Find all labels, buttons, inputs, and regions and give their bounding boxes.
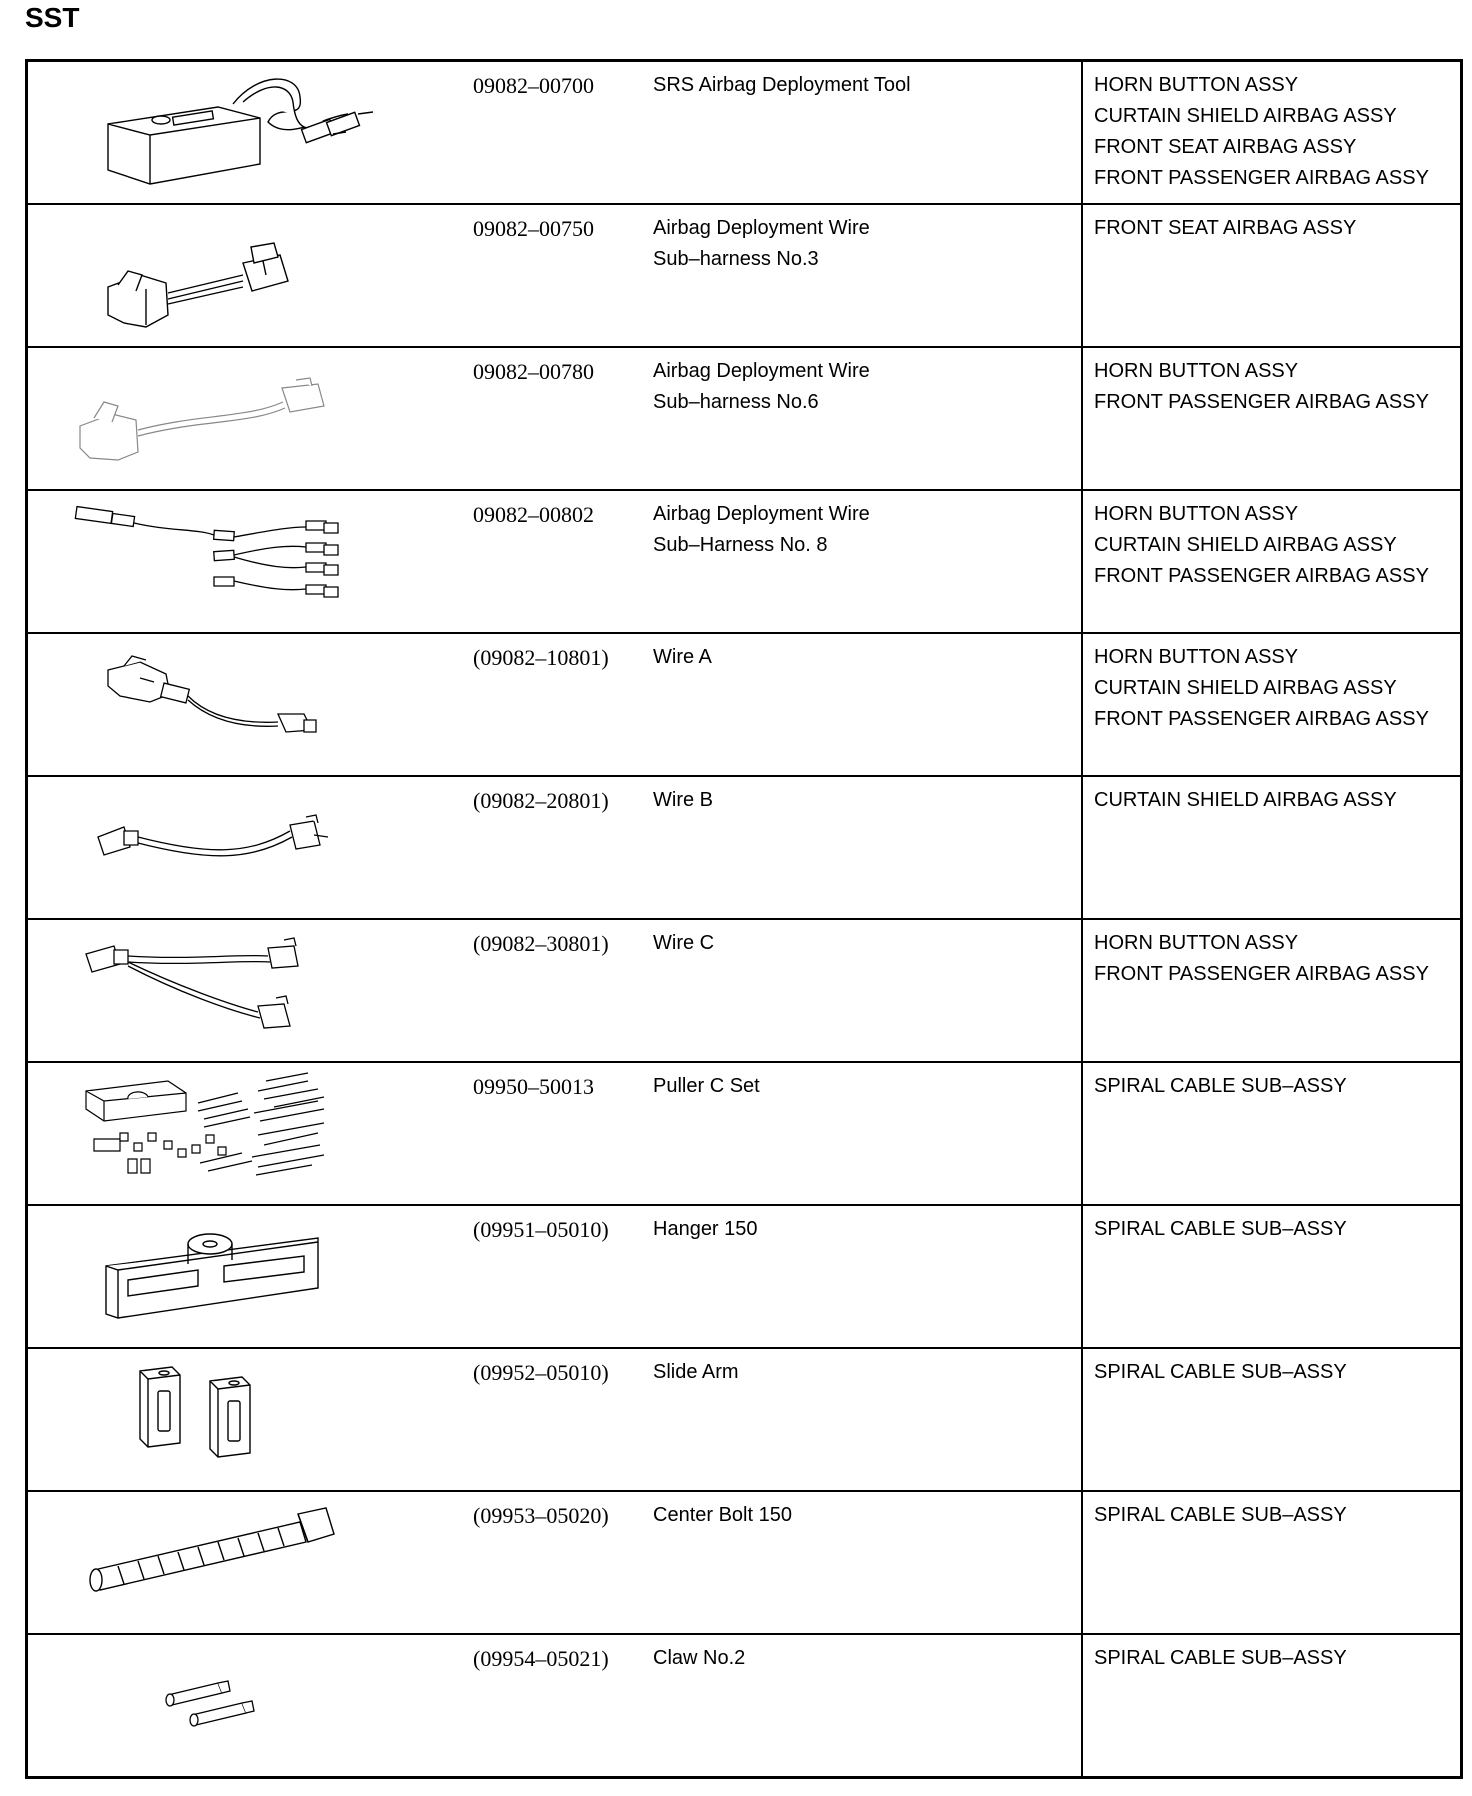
part-number: 09082–00802 — [473, 502, 594, 527]
applies-to-list — [1083, 348, 1460, 418]
table-row — [27, 61, 1462, 205]
applies-to-list — [1083, 777, 1460, 816]
applies-to-item: HORN BUTTON ASSY — [1094, 503, 1299, 525]
part-number: (09082–30801) — [473, 931, 609, 956]
applies-to-list — [1083, 1206, 1460, 1245]
applies-to-item: HORN BUTTON ASSY — [1094, 360, 1299, 382]
sub-harness-no6-icon — [28, 348, 443, 489]
part-number: (09082–20801) — [473, 788, 609, 813]
tool-name — [653, 785, 713, 816]
applies-to-cell — [1082, 490, 1462, 633]
applies-to-item: FRONT PASSENGER AIRBAG ASSY — [1094, 963, 1429, 985]
applies-to-item: HORN BUTTON ASSY — [1094, 74, 1299, 96]
tool-name-line: Wire C — [653, 932, 715, 954]
applies-to-item: CURTAIN SHIELD AIRBAG ASSY — [1094, 105, 1397, 127]
table-row — [27, 490, 1462, 633]
tool-name — [653, 928, 714, 959]
tool-name — [653, 1071, 760, 1102]
applies-to-item: HORN BUTTON ASSY — [1094, 932, 1299, 954]
table-row — [27, 919, 1462, 1062]
tool-name-line: Center Bolt 150 — [653, 1504, 792, 1526]
puller-set-icon — [28, 1063, 443, 1204]
applies-to-list — [1083, 491, 1460, 592]
tool-info-cell — [443, 776, 1082, 919]
tool-info-cell — [443, 490, 1082, 633]
applies-to-item: FRONT SEAT AIRBAG ASSY — [1094, 136, 1357, 158]
applies-to-list — [1083, 920, 1460, 990]
table-row — [27, 1491, 1462, 1634]
table-row — [27, 347, 1462, 490]
slide-arm-icon — [28, 1349, 443, 1490]
part-number: (09951–05010) — [473, 1217, 609, 1242]
applies-to-cell — [1082, 204, 1462, 347]
applies-to-item: SPIRAL CABLE SUB–ASSY — [1094, 1075, 1347, 1097]
tool-illustration-cell — [27, 1348, 444, 1491]
tool-name-line: Claw No.2 — [653, 1647, 746, 1669]
tool-name-line: Hanger 150 — [653, 1218, 758, 1240]
tool-illustration-cell — [27, 1491, 444, 1634]
table-row — [27, 633, 1462, 776]
applies-to-item: CURTAIN SHIELD AIRBAG ASSY — [1094, 677, 1397, 699]
applies-to-item: SPIRAL CABLE SUB–ASSY — [1094, 1218, 1347, 1240]
applies-to-cell — [1082, 1062, 1462, 1205]
applies-to-list — [1083, 1492, 1460, 1531]
hanger-icon — [28, 1206, 443, 1347]
applies-to-cell — [1082, 1348, 1462, 1491]
applies-to-item: SPIRAL CABLE SUB–ASSY — [1094, 1504, 1347, 1526]
applies-to-list — [1083, 634, 1460, 735]
tool-illustration-cell — [27, 919, 444, 1062]
tool-info-cell — [443, 633, 1082, 776]
deployment-tool-icon — [28, 62, 443, 203]
tool-name-line: Wire A — [653, 646, 712, 668]
table-row — [27, 204, 1462, 347]
tool-name-line: Slide Arm — [653, 1361, 739, 1383]
tool-illustration-cell — [27, 347, 444, 490]
part-number: (09954–05021) — [473, 1646, 609, 1671]
applies-to-list — [1083, 205, 1460, 244]
table-row — [27, 1062, 1462, 1205]
applies-to-item: FRONT PASSENGER AIRBAG ASSY — [1094, 565, 1429, 587]
tool-illustration-cell — [27, 1062, 444, 1205]
claw-icon — [28, 1635, 443, 1776]
applies-to-cell — [1082, 919, 1462, 1062]
applies-to-item: FRONT PASSENGER AIRBAG ASSY — [1094, 167, 1429, 189]
applies-to-list — [1083, 62, 1460, 194]
tool-illustration-cell — [27, 204, 444, 347]
applies-to-cell — [1082, 776, 1462, 919]
table-row — [27, 776, 1462, 919]
applies-to-item: HORN BUTTON ASSY — [1094, 646, 1299, 668]
tool-name-line: Wire B — [653, 789, 713, 811]
tool-name-line: Puller C Set — [653, 1075, 760, 1097]
part-number: 09082–00780 — [473, 359, 594, 384]
tool-info-cell — [443, 919, 1082, 1062]
tool-info-cell — [443, 1062, 1082, 1205]
applies-to-cell — [1082, 347, 1462, 490]
table-row — [27, 1205, 1462, 1348]
applies-to-list — [1083, 1063, 1460, 1102]
tool-illustration-cell — [27, 490, 444, 633]
part-number: (09952–05010) — [473, 1360, 609, 1385]
part-number: 09082–00750 — [473, 216, 594, 241]
wire-a-icon — [28, 634, 443, 775]
applies-to-item: SPIRAL CABLE SUB–ASSY — [1094, 1647, 1347, 1669]
applies-to-cell — [1082, 1634, 1462, 1778]
tool-info-cell — [443, 347, 1082, 490]
tool-name-line: Airbag Deployment Wire — [653, 360, 870, 382]
tool-illustration-cell — [27, 776, 444, 919]
applies-to-cell — [1082, 1205, 1462, 1348]
applies-to-cell — [1082, 1491, 1462, 1634]
part-number: (09082–10801) — [473, 645, 609, 670]
tool-info-cell — [443, 1491, 1082, 1634]
tool-name-line: SRS Airbag Deployment Tool — [653, 74, 911, 96]
tool-illustration-cell — [27, 633, 444, 776]
tool-info-cell — [443, 1348, 1082, 1491]
applies-to-item: CURTAIN SHIELD AIRBAG ASSY — [1094, 534, 1397, 556]
tool-illustration-cell — [27, 61, 444, 205]
tool-name — [653, 642, 712, 673]
tool-name — [653, 213, 870, 275]
sst-table — [25, 59, 1463, 1779]
tool-name — [653, 1214, 758, 1245]
applies-to-item: FRONT SEAT AIRBAG ASSY — [1094, 217, 1357, 239]
table-row — [27, 1348, 1462, 1491]
part-number: 09950–50013 — [473, 1074, 594, 1099]
tool-name — [653, 1500, 792, 1531]
tool-info-cell — [443, 1205, 1082, 1348]
tool-illustration-cell — [27, 1205, 444, 1348]
tool-name-line: Sub–Harness No. 8 — [653, 534, 828, 556]
wire-c-icon — [28, 920, 443, 1061]
applies-to-cell — [1082, 61, 1462, 205]
part-number: (09953–05020) — [473, 1503, 609, 1528]
tool-name — [653, 499, 870, 561]
applies-to-cell — [1082, 633, 1462, 776]
sub-harness-no8-icon — [28, 491, 443, 632]
sub-harness-no3-icon — [28, 205, 443, 346]
tool-illustration-cell — [27, 1634, 444, 1778]
tool-name — [653, 1357, 739, 1388]
applies-to-item: FRONT PASSENGER AIRBAG ASSY — [1094, 708, 1429, 730]
tool-name-line: Sub–harness No.6 — [653, 391, 819, 413]
tool-info-cell — [443, 1634, 1082, 1778]
applies-to-item: SPIRAL CABLE SUB–ASSY — [1094, 1361, 1347, 1383]
tool-name-line: Airbag Deployment Wire — [653, 503, 870, 525]
tool-name — [653, 70, 911, 101]
page-title: SST — [25, 2, 80, 33]
applies-to-item: CURTAIN SHIELD AIRBAG ASSY — [1094, 789, 1397, 811]
tool-name-line: Airbag Deployment Wire — [653, 217, 870, 239]
applies-to-list — [1083, 1349, 1460, 1388]
wire-b-icon — [28, 777, 443, 918]
tool-info-cell — [443, 61, 1082, 205]
center-bolt-icon — [28, 1492, 443, 1633]
tool-name-line: Sub–harness No.3 — [653, 248, 819, 270]
tool-info-cell — [443, 204, 1082, 347]
tool-name — [653, 356, 870, 418]
applies-to-list — [1083, 1635, 1460, 1674]
part-number: 09082–00700 — [473, 73, 594, 98]
table-row — [27, 1634, 1462, 1778]
applies-to-item: FRONT PASSENGER AIRBAG ASSY — [1094, 391, 1429, 413]
tool-name — [653, 1643, 745, 1674]
